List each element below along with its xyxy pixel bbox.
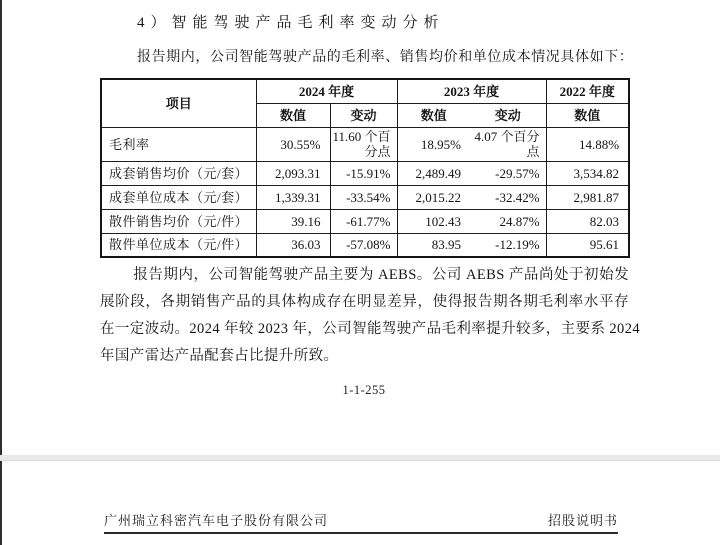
table-row-part-avg-price [101,209,629,233]
row-label: 成套单位成本（元/套） [101,185,256,209]
header-cell-2023: 2023 年度 [397,79,546,103]
header-cell-2024: 2024 年度 [256,79,397,103]
cell-value-2024: 2,093.31 [256,161,330,185]
header-cell-2022: 2022 年度 [546,79,629,103]
margin-analysis-table [100,78,630,258]
cell-value-2022: 14.88% [546,127,629,161]
intro-paragraph: 报告期内，公司智能驾驶产品的毛利率、销售均价和单位成本情况具体如下： [137,50,634,65]
header-cell-change-2024: 变动 [330,103,397,127]
cell-value-2023: 2,489.49 [397,161,470,185]
cell-value-2022: 82.03 [546,209,629,233]
cell-change-2023: 24.87% [470,209,546,233]
table-row-part-unit-cost [101,233,629,257]
cell-change-2024: 11.60 个百分点 [330,127,397,161]
cell-change-2023: -32.42% [470,185,546,209]
cell-value-2022: 3,534.82 [546,161,629,185]
cell-value-2022: 2,981.87 [546,185,629,209]
footer-company-name: 广州瑞立科密汽车电子股份有限公司 [104,513,329,528]
row-label: 成套销售均价（元/套） [101,161,256,185]
cell-value-2024: 30.55% [256,127,330,161]
scan-edge-artifact [0,0,2,545]
section-heading: 4）智能驾驶产品毛利率变动分析 [137,15,445,31]
cell-value-2024: 39.16 [256,209,330,233]
row-label: 散件单位成本（元/件） [101,233,256,257]
cell-change-2023: 4.07 个百分点 [470,127,546,161]
analysis-paragraph [100,262,640,370]
header-cell-value-2023: 数值 [397,103,470,127]
cell-change-2024: -57.08% [330,233,397,257]
table-row-set-unit-cost [101,185,629,209]
row-label: 散件销售均价（元/件） [101,209,256,233]
cell-value-2023: 102.43 [397,209,470,233]
paragraph-line: 在一定波动。2024 年较 2023 年，公司智能驾驶产品毛利率提升较多，主要系 2024 [100,321,640,337]
header-cell-value-2022: 数值 [546,103,629,127]
page-footer [104,510,618,534]
table-header-row-years [101,79,629,103]
header-cell-change-2023: 变动 [470,103,546,127]
cell-value-2023: 83.95 [397,233,470,257]
cell-change-2023: -12.19% [470,233,546,257]
cell-value-2024: 1,339.31 [256,185,330,209]
cell-change-2024: -15.91% [330,161,397,185]
cell-change-2023: -29.57% [470,161,546,185]
header-cell-value-2024: 数值 [256,103,330,127]
paragraph-line: 年国产雷达产品配套占比提升所致。 [100,348,339,364]
row-label: 毛利率 [101,127,256,161]
cell-change-2024: -61.77% [330,209,397,233]
footer-document-type: 招股说明书 [547,513,618,528]
table-row-set-avg-price [101,161,629,185]
cell-value-2024: 36.03 [256,233,330,257]
header-cell-item: 项目 [101,79,256,127]
cell-value-2023: 2,015.22 [397,185,470,209]
paragraph-line: 报告期内，公司智能驾驶产品主要为 AEBS。公司 AEBS 产品尚处于初始发 [133,267,629,283]
paragraph-line: 展阶段，各期销售产品的具体构成存在明显差异，使得报告期各期毛利率水平存 [100,294,629,310]
cell-value-2023: 18.95% [397,127,470,161]
table-row-gross-margin [101,127,629,161]
scan-band-artifact [0,455,720,461]
cell-change-2024: -33.54% [330,185,397,209]
page-number: 1-1-255 [342,383,386,397]
cell-value-2022: 95.61 [546,233,629,257]
